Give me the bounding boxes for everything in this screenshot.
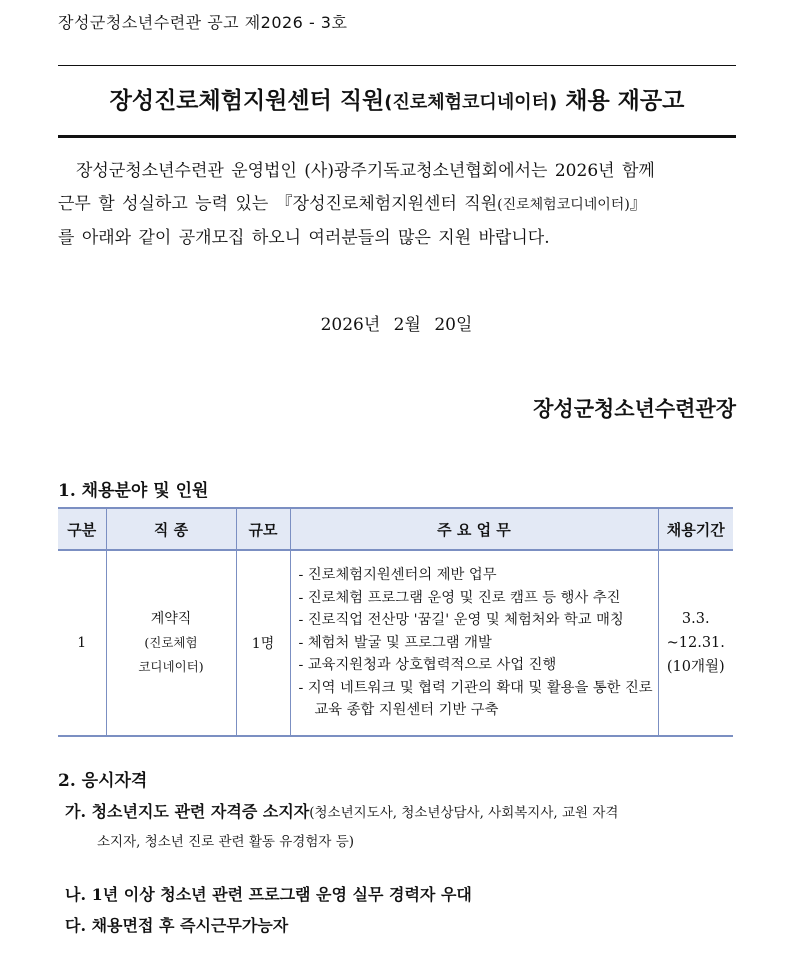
qualification-2: 나. 1년 이상 청소년 관련 프로그램 운영 실무 경력자 우대 [65,885,472,904]
period-length: (10개월) [666,659,725,675]
intro-line-2b: (진로체험코디네이터) [497,197,630,213]
role-sub-2: 코디네이터) [138,659,204,674]
announcement-date: 2026년 2월 20일 [320,315,473,335]
document-title [58,82,736,115]
title-main: 장성진로체험지원센터 직원 [109,88,385,114]
col-header-no: 구분 [58,508,106,550]
section-1-heading: 1. 채용분야 및 인원 [58,481,209,501]
duty-item: - 진로체험지원센터의 제반 업무 [298,567,497,584]
qualification-1-detail-a: (청소년지도사, 청소년상담사, 사회복지사, 교원 자격 [309,805,619,821]
section-2-heading: 2. 응시자격 [58,771,148,791]
intro-paragraph [58,155,738,255]
qualification-3: 다. 채용면접 후 즉시근무가능자 [65,916,289,935]
intro-line-2c: 』 [629,194,647,214]
period-end: ~12.31. [666,635,725,651]
role-main: 계약직 [150,611,192,627]
notice-number: 장성군청소년수련관 공고 제2026 - 3호 [58,13,348,32]
top-divider [58,65,736,66]
role-sub-1: (진로체험 [144,635,198,650]
col-header-period: 채용기간 [658,508,733,550]
qualification-1-detail-b: 소지자, 청소년 진로 관련 활동 유경험자 등) [97,834,355,850]
qualification-1 [65,797,737,857]
duty-item: - 진로체험 프로그램 운영 및 진로 캠프 등 행사 추진 [298,589,621,606]
cell-role [106,550,236,736]
col-header-size: 규모 [236,508,290,550]
duty-item: - 체험처 발굴 및 프로그램 개발 [298,634,492,651]
duty-item: - 진로직업 전산망 '꿈길' 운영 및 체험처와 학교 매칭 [298,612,624,629]
cell-no: 1 [58,550,106,736]
period-start: 3.3. [681,611,710,627]
recruitment-table [58,507,733,737]
col-header-role: 직 종 [106,508,236,550]
duty-item: - 교육지원청과 상호협력적으로 사업 진행 [298,657,557,674]
title-paren: (진로체험코디네이터) [384,92,558,113]
title-divider [58,135,736,138]
cell-size: 1명 [236,550,290,736]
signatory: 장성군청소년수련관장 [533,396,736,421]
qualification-1-label: 가. 청소년지도 관련 자격증 소지자 [65,802,310,821]
cell-duties [290,550,658,736]
title-suffix: 채용 재공고 [565,88,685,114]
cell-period [658,550,733,736]
intro-line-1: 장성군청소년수련관 운영법인 (사)광주기독교청소년협회에서는 2026년 함께 [76,161,655,181]
table-row [58,550,733,736]
intro-line-2a: 근무 할 성실하고 능력 있는 『장성진로체험지원센터 직원 [58,194,498,214]
intro-line-2 [58,188,738,222]
col-header-duties: 주 요 업 무 [290,508,658,550]
duties-list [299,564,654,722]
table-header-row [58,508,733,550]
duty-item: - 지역 네트워크 및 협력 기관의 확대 및 활용을 통한 진로교육 종합 지원센터 기반 구축 [298,679,653,719]
intro-line-3: 를 아래와 같이 공개모집 하오니 여러분들의 많은 지원 바랍니다. [58,228,550,248]
